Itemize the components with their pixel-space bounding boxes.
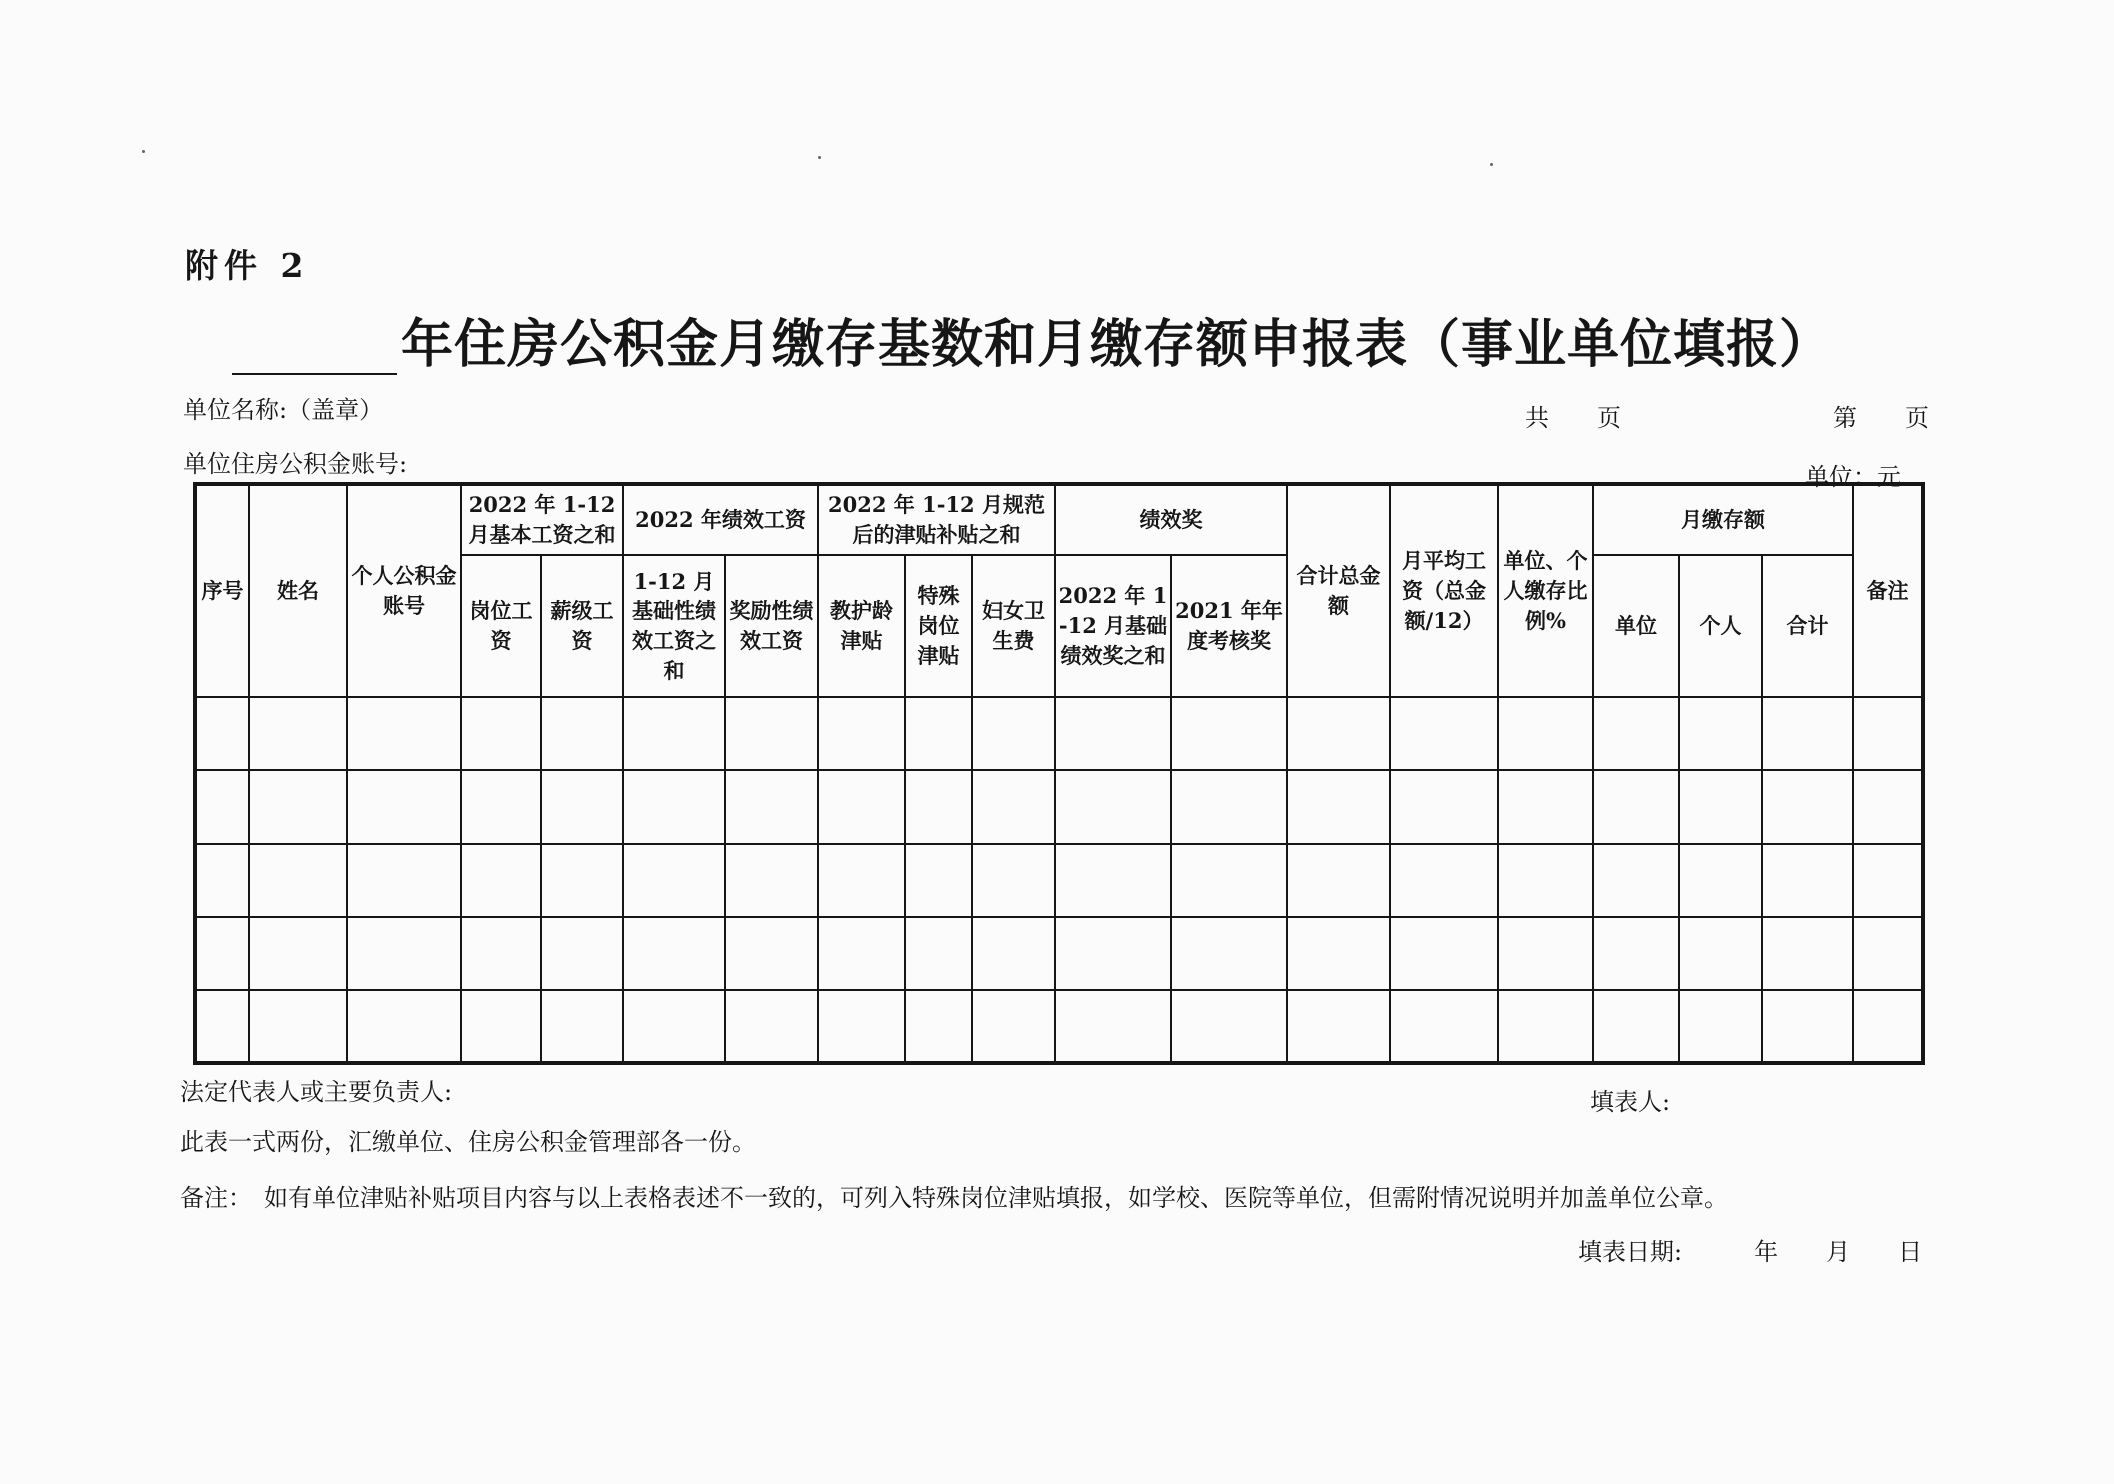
table-cell bbox=[1390, 917, 1498, 990]
table-cell bbox=[249, 844, 347, 917]
table-cell bbox=[1679, 990, 1762, 1063]
table-cell bbox=[461, 697, 541, 770]
table-cell bbox=[818, 844, 905, 917]
table-cell bbox=[461, 917, 541, 990]
table-cell bbox=[1171, 844, 1287, 917]
table-cell bbox=[195, 990, 249, 1063]
table-cell bbox=[1287, 917, 1390, 990]
table-cell bbox=[1679, 917, 1762, 990]
table-cell bbox=[1498, 917, 1593, 990]
table-cell bbox=[1853, 917, 1923, 990]
table-cell bbox=[1498, 697, 1593, 770]
table-cell bbox=[725, 990, 818, 1063]
remark-note: 备注： 如有单位津贴补贴项目内容与以上表格表述不一致的，可列入特殊岗位津贴填报，如学校、医院等单位，但需附情况说明并加盖单位公章。 bbox=[180, 1184, 1728, 1212]
table-row bbox=[195, 770, 1923, 843]
table-cell bbox=[725, 697, 818, 770]
table-cell bbox=[1171, 917, 1287, 990]
header-incentive-performance: 奖励性绩效工资 bbox=[725, 555, 818, 697]
table-cell bbox=[623, 770, 725, 843]
attachment-label: 附件 2 bbox=[185, 246, 310, 285]
table-cell bbox=[347, 990, 461, 1063]
table-cell bbox=[1171, 770, 1287, 843]
table-cell bbox=[1593, 697, 1679, 770]
table-cell bbox=[818, 697, 905, 770]
table-cell bbox=[972, 917, 1055, 990]
table-cell bbox=[1679, 844, 1762, 917]
table-cell bbox=[1498, 844, 1593, 917]
table-cell bbox=[461, 770, 541, 843]
table-cell bbox=[725, 770, 818, 843]
table-cell bbox=[1287, 770, 1390, 843]
table-cell bbox=[905, 770, 972, 843]
header-basic-performance-sum: 1-12 月基础性绩效工资之和 bbox=[623, 555, 725, 697]
legal-representative-label: 法定代表人或主要负责人: bbox=[180, 1078, 453, 1106]
table-cell bbox=[1593, 917, 1679, 990]
unit-account-label: 单位住房公积金账号: bbox=[183, 450, 408, 478]
table-cell bbox=[1762, 697, 1853, 770]
header-salary-scale-wage: 薪级工资 bbox=[541, 555, 623, 697]
table-cell bbox=[972, 697, 1055, 770]
header-basic-wage-group: 2022 年 1-12 月基本工资之和 bbox=[461, 484, 623, 555]
table-cell bbox=[905, 697, 972, 770]
table-cell bbox=[195, 697, 249, 770]
table-cell bbox=[1853, 697, 1923, 770]
table-cell bbox=[1055, 917, 1171, 990]
table-cell bbox=[1679, 770, 1762, 843]
table-cell bbox=[1390, 844, 1498, 917]
table-cell bbox=[818, 917, 905, 990]
scan-speck bbox=[1490, 163, 1493, 166]
table-cell bbox=[1171, 990, 1287, 1063]
table-row bbox=[195, 917, 1923, 990]
header-personal-account: 个人公积金账号 bbox=[347, 484, 461, 697]
header-basic-bonus-sum: 2022 年 1-12 月基础绩效奖之和 bbox=[1055, 555, 1171, 697]
table-cell bbox=[972, 990, 1055, 1063]
table-row bbox=[195, 697, 1923, 770]
page-title: 年住房公积金月缴存基数和月缴存额申报表（事业单位填报） bbox=[401, 314, 1833, 375]
page-current-label: 第 页 bbox=[1833, 404, 1929, 432]
table-cell bbox=[1593, 844, 1679, 917]
table-cell bbox=[1390, 770, 1498, 843]
table-cell bbox=[1055, 697, 1171, 770]
table-cell bbox=[818, 770, 905, 843]
scan-speck bbox=[818, 156, 821, 159]
declaration-table bbox=[193, 482, 1925, 1065]
table-cell bbox=[1593, 770, 1679, 843]
unit-name-label: 单位名称:（盖章） bbox=[183, 396, 384, 424]
table-cell bbox=[249, 990, 347, 1063]
table-cell bbox=[905, 844, 972, 917]
table-cell bbox=[541, 917, 623, 990]
header-remark: 备注 bbox=[1853, 484, 1923, 697]
table-cell bbox=[541, 770, 623, 843]
table-cell bbox=[347, 697, 461, 770]
table-cell bbox=[1853, 990, 1923, 1063]
header-seq: 序号 bbox=[195, 484, 249, 697]
header-monthly-deposit-group: 月缴存额 bbox=[1593, 484, 1853, 555]
header-deposit-total: 合计 bbox=[1762, 555, 1853, 697]
header-performance-wage-group: 2022 年绩效工资 bbox=[623, 484, 818, 555]
table-cell bbox=[905, 917, 972, 990]
fill-date-label: 填表日期: 年 月 日 bbox=[1578, 1238, 1923, 1266]
copies-note: 此表一式两份，汇缴单位、住房公积金管理部各一份。 bbox=[180, 1128, 756, 1156]
page-total-label: 共 页 bbox=[1525, 404, 1621, 432]
table-cell bbox=[1390, 990, 1498, 1063]
header-annual-assessment: 2021 年年度考核奖 bbox=[1171, 555, 1287, 697]
table-cell bbox=[623, 917, 725, 990]
table-row bbox=[195, 990, 1923, 1063]
table-cell bbox=[623, 990, 725, 1063]
table-cell bbox=[461, 990, 541, 1063]
table-cell bbox=[972, 770, 1055, 843]
header-women-hygiene: 妇女卫生费 bbox=[972, 555, 1055, 697]
table-cell bbox=[249, 917, 347, 990]
header-deposit-ratio: 单位、个人缴存比例% bbox=[1498, 484, 1593, 697]
header-allowance-group: 2022 年 1-12 月规范后的津贴补贴之和 bbox=[818, 484, 1055, 555]
table-cell bbox=[1762, 844, 1853, 917]
table-cell bbox=[1853, 844, 1923, 917]
table-cell bbox=[905, 990, 972, 1063]
money-unit-label: 单位：元 bbox=[1805, 463, 1901, 491]
table-cell bbox=[195, 917, 249, 990]
header-special-post: 特殊岗位津贴 bbox=[905, 555, 972, 697]
table-cell bbox=[1762, 770, 1853, 843]
table-body bbox=[195, 697, 1923, 1063]
table-cell bbox=[972, 844, 1055, 917]
table-cell bbox=[541, 697, 623, 770]
table-cell bbox=[195, 770, 249, 843]
header-grand-total: 合计总金额 bbox=[1287, 484, 1390, 697]
table-cell bbox=[249, 697, 347, 770]
header-post-wage: 岗位工资 bbox=[461, 555, 541, 697]
header-deposit-personal: 个人 bbox=[1679, 555, 1762, 697]
table-cell bbox=[347, 844, 461, 917]
table-cell bbox=[623, 844, 725, 917]
title-row bbox=[232, 315, 1832, 375]
table-cell bbox=[1762, 917, 1853, 990]
header-deposit-unit: 单位 bbox=[1593, 555, 1679, 697]
year-blank-line bbox=[232, 321, 397, 375]
table-cell bbox=[1390, 697, 1498, 770]
table-cell bbox=[1593, 990, 1679, 1063]
table-cell bbox=[1055, 844, 1171, 917]
table-cell bbox=[249, 770, 347, 843]
table-cell bbox=[725, 844, 818, 917]
table-cell bbox=[1679, 697, 1762, 770]
table-cell bbox=[1498, 990, 1593, 1063]
table-cell bbox=[347, 917, 461, 990]
table-cell bbox=[461, 844, 541, 917]
table-cell bbox=[1171, 697, 1287, 770]
form-filler-label: 填表人: bbox=[1590, 1088, 1671, 1116]
table-cell bbox=[1287, 844, 1390, 917]
table-cell bbox=[1055, 990, 1171, 1063]
table-cell bbox=[195, 844, 249, 917]
table-cell bbox=[1853, 770, 1923, 843]
table-cell bbox=[1287, 990, 1390, 1063]
table-cell bbox=[1762, 990, 1853, 1063]
table-row bbox=[195, 844, 1923, 917]
table-cell bbox=[1498, 770, 1593, 843]
header-teaching-seniority: 教护龄津贴 bbox=[818, 555, 905, 697]
header-name: 姓名 bbox=[249, 484, 347, 697]
table-cell bbox=[623, 697, 725, 770]
table-cell bbox=[1055, 770, 1171, 843]
table-cell bbox=[1287, 697, 1390, 770]
table-cell bbox=[725, 917, 818, 990]
table-cell bbox=[541, 844, 623, 917]
table-cell bbox=[541, 990, 623, 1063]
header-bonus-group: 绩效奖 bbox=[1055, 484, 1287, 555]
scan-speck bbox=[142, 150, 145, 153]
header-monthly-average: 月平均工资（总金额/12） bbox=[1390, 484, 1498, 697]
table-cell bbox=[347, 770, 461, 843]
table-cell bbox=[818, 990, 905, 1063]
